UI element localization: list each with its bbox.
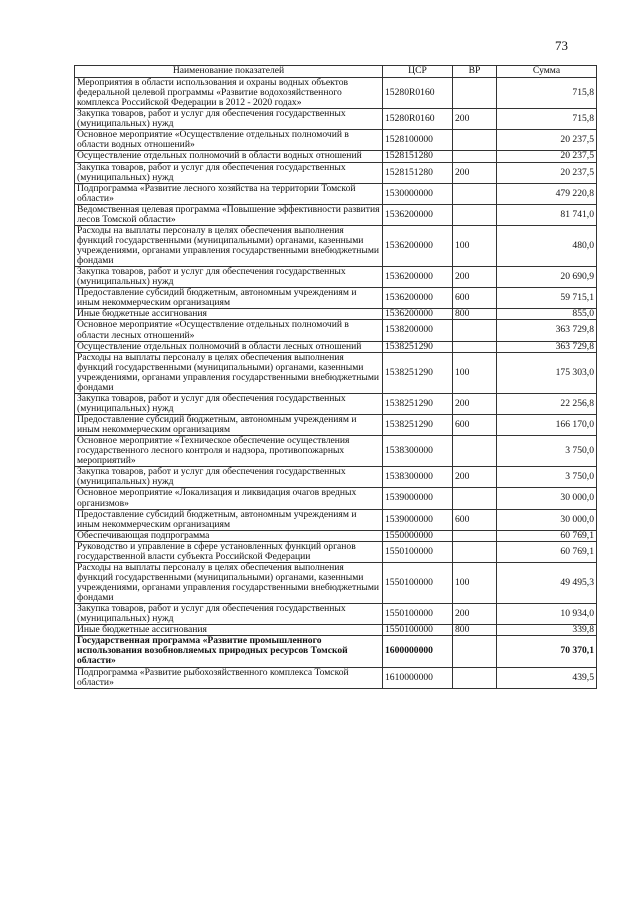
- table-row: [75, 436, 597, 467]
- row-vr: [453, 78, 497, 109]
- row-csr: 1538251290: [383, 415, 453, 436]
- row-vr: 200: [453, 267, 497, 288]
- row-vr: 200: [453, 162, 497, 183]
- table-row: [75, 130, 597, 151]
- row-name: Основное мероприятие «Осуществление отдельных полномочий в области водных отношений»: [75, 130, 383, 151]
- row-name: Расходы на выплаты персоналу в целях обеспечения выполнения функций государственными (муниципальными) органами, казенными учреждениями, органами управления государственными внебюджетными фондами: [75, 225, 383, 266]
- row-csr: 1528100000: [383, 130, 453, 151]
- row-sum: 20 690,9: [497, 267, 597, 288]
- row-csr: 1536200000: [383, 267, 453, 288]
- row-name: Закупка товаров, работ и услуг для обеспечения государственных (муниципальных) нужд: [75, 162, 383, 183]
- row-vr: [453, 667, 497, 688]
- row-name: Предоставление субсидий бюджетным, автономным учреждениям и иным некоммерческим организациям: [75, 509, 383, 530]
- row-vr: [453, 530, 497, 541]
- row-csr: 1538251290: [383, 352, 453, 393]
- row-sum: 49 495,3: [497, 562, 597, 603]
- table-row: [75, 509, 597, 530]
- row-sum: 20 237,5: [497, 151, 597, 162]
- table-row: [75, 183, 597, 204]
- row-sum: 20 237,5: [497, 162, 597, 183]
- row-csr: 1610000000: [383, 667, 453, 688]
- row-name: Расходы на выплаты персоналу в целях обеспечения выполнения функций государственными (муниципальными) органами, казенными учреждениями, органами управления государственными внебюджетными фондами: [75, 562, 383, 603]
- row-csr: 1538251290: [383, 341, 453, 352]
- row-vr: 100: [453, 352, 497, 393]
- table-row: [75, 604, 597, 625]
- row-vr: 600: [453, 288, 497, 309]
- table-row: [75, 341, 597, 352]
- table-row: [75, 393, 597, 414]
- row-vr: [453, 320, 497, 341]
- row-csr: 1550100000: [383, 541, 453, 562]
- row-csr: 1538300000: [383, 436, 453, 467]
- row-sum: 363 729,8: [497, 341, 597, 352]
- table-row: [75, 225, 597, 266]
- row-name: Иные бюджетные ассигнования: [75, 309, 383, 320]
- row-vr: [453, 636, 497, 667]
- row-name: Ведомственная целевая программа «Повышение эффективности развития лесов Томской области»: [75, 204, 383, 225]
- row-vr: 100: [453, 562, 497, 603]
- row-sum: 60 769,1: [497, 530, 597, 541]
- row-sum: 10 934,0: [497, 604, 597, 625]
- table-row: [75, 467, 597, 488]
- row-vr: [453, 204, 497, 225]
- row-csr: 1536200000: [383, 204, 453, 225]
- row-csr: 1539000000: [383, 509, 453, 530]
- row-sum: 715,8: [497, 78, 597, 109]
- row-name: Закупка товаров, работ и услуг для обеспечения государственных (муниципальных) нужд: [75, 267, 383, 288]
- table-row-bold: [75, 636, 597, 667]
- table-row: [75, 151, 597, 162]
- table-row: [75, 204, 597, 225]
- row-csr: 1550100000: [383, 604, 453, 625]
- header-csr: ЦСР: [383, 66, 453, 78]
- row-sum: 175 303,0: [497, 352, 597, 393]
- row-csr: 1536200000: [383, 309, 453, 320]
- header-sum: Сумма: [497, 66, 597, 78]
- row-sum: 439,5: [497, 667, 597, 688]
- row-sum: 22 256,8: [497, 393, 597, 414]
- row-vr: 200: [453, 467, 497, 488]
- row-name: Иные бюджетные ассигнования: [75, 625, 383, 636]
- row-vr: [453, 183, 497, 204]
- row-vr: [453, 541, 497, 562]
- table-row: [75, 415, 597, 436]
- row-vr: [453, 130, 497, 151]
- row-vr: 200: [453, 109, 497, 130]
- table-row: [75, 109, 597, 130]
- budget-table: [74, 65, 597, 689]
- row-sum: 363 729,8: [497, 320, 597, 341]
- row-name: Основное мероприятие «Локализация и ликвидация очагов вредных организмов»: [75, 488, 383, 509]
- row-csr: 1550100000: [383, 625, 453, 636]
- row-name: Основное мероприятие «Осуществление отдельных полномочий в области лесных отношений»: [75, 320, 383, 341]
- row-sum: 715,8: [497, 109, 597, 130]
- table-row: [75, 562, 597, 603]
- row-csr: 1536200000: [383, 225, 453, 266]
- row-csr: 1539000000: [383, 488, 453, 509]
- row-sum: 20 237,5: [497, 130, 597, 151]
- row-csr: 1528151280: [383, 151, 453, 162]
- row-vr: 600: [453, 509, 497, 530]
- row-csr: 1536200000: [383, 288, 453, 309]
- row-name: Обеспечивающая подпрограмма: [75, 530, 383, 541]
- row-name: Подпрограмма «Развитие рыбохозяйственного комплекса Томской области»: [75, 667, 383, 688]
- row-csr: 1550100000: [383, 562, 453, 603]
- row-sum: 59 715,1: [497, 288, 597, 309]
- row-sum: 3 750,0: [497, 467, 597, 488]
- row-name: Подпрограмма «Развитие лесного хозяйства на территории Томской области»: [75, 183, 383, 204]
- table-row: [75, 162, 597, 183]
- row-csr: 1538200000: [383, 320, 453, 341]
- row-vr: 800: [453, 309, 497, 320]
- row-csr: 1528151280: [383, 162, 453, 183]
- row-csr: 1600000000: [383, 636, 453, 667]
- row-vr: 800: [453, 625, 497, 636]
- table-row: [75, 667, 597, 688]
- row-vr: [453, 488, 497, 509]
- row-name: Основное мероприятие «Техническое обеспечение осуществления государственного лесного контроля и надзора, противопожарных мероприятий»: [75, 436, 383, 467]
- row-sum: 166 170,0: [497, 415, 597, 436]
- row-csr: 1538300000: [383, 467, 453, 488]
- table-row: [75, 625, 597, 636]
- table-row: [75, 530, 597, 541]
- row-name: Закупка товаров, работ и услуг для обеспечения государственных (муниципальных) нужд: [75, 604, 383, 625]
- row-vr: [453, 341, 497, 352]
- page-number: 73: [555, 38, 568, 53]
- row-sum: 479 220,8: [497, 183, 597, 204]
- row-name: Расходы на выплаты персоналу в целях обеспечения выполнения функций государственными (муниципальными) органами, казенными учреждениями, органами управления государственными внебюджетными фондами: [75, 352, 383, 393]
- table-row: [75, 267, 597, 288]
- row-csr: 1550000000: [383, 530, 453, 541]
- row-name: Руководство и управление в сфере установленных функций органов государственной власти субъекта Российской Федерации: [75, 541, 383, 562]
- row-name: Закупка товаров, работ и услуг для обеспечения государственных (муниципальных) нужд: [75, 109, 383, 130]
- row-csr: 1538251290: [383, 393, 453, 414]
- table-row: [75, 488, 597, 509]
- row-csr: 15280R0160: [383, 109, 453, 130]
- header-name: Наименование показателей: [75, 66, 383, 78]
- row-vr: [453, 436, 497, 467]
- table-header-row: [75, 66, 597, 78]
- row-vr: 200: [453, 393, 497, 414]
- row-name: Мероприятия в области использования и охраны водных объектов федеральной целевой программы «Развитие водохозяйственного комплекса Российской Федерации в 2012 - 2020 годах»: [75, 78, 383, 109]
- row-name: Предоставление субсидий бюджетным, автономным учреждениям и иным некоммерческим организациям: [75, 288, 383, 309]
- row-sum: 339,8: [497, 625, 597, 636]
- row-sum: 70 370,1: [497, 636, 597, 667]
- row-name: Предоставление субсидий бюджетным, автономным учреждениям и иным некоммерческим организациям: [75, 415, 383, 436]
- row-vr: 600: [453, 415, 497, 436]
- row-csr: 15280R0160: [383, 78, 453, 109]
- table-row: [75, 352, 597, 393]
- table-row: [75, 541, 597, 562]
- row-vr: 100: [453, 225, 497, 266]
- row-vr: 200: [453, 604, 497, 625]
- row-name: Государственная программа «Развитие промышленного использования возобновляемых природных ресурсов Томской области»: [75, 636, 383, 667]
- row-name: Закупка товаров, работ и услуг для обеспечения государственных (муниципальных) нужд: [75, 393, 383, 414]
- row-sum: 30 000,0: [497, 488, 597, 509]
- row-csr: 1530000000: [383, 183, 453, 204]
- row-sum: 3 750,0: [497, 436, 597, 467]
- row-name: Закупка товаров, работ и услуг для обеспечения государственных (муниципальных) нужд: [75, 467, 383, 488]
- row-sum: 855,0: [497, 309, 597, 320]
- table-row: [75, 320, 597, 341]
- table-row: [75, 78, 597, 109]
- row-sum: 60 769,1: [497, 541, 597, 562]
- row-name: Осуществление отдельных полномочий в области водных отношений: [75, 151, 383, 162]
- row-sum: 30 000,0: [497, 509, 597, 530]
- row-name: Осуществление отдельных полномочий в области лесных отношений: [75, 341, 383, 352]
- table-row: [75, 309, 597, 320]
- row-sum: 480,0: [497, 225, 597, 266]
- row-vr: [453, 151, 497, 162]
- row-sum: 81 741,0: [497, 204, 597, 225]
- header-vr: ВР: [453, 66, 497, 78]
- table-row: [75, 288, 597, 309]
